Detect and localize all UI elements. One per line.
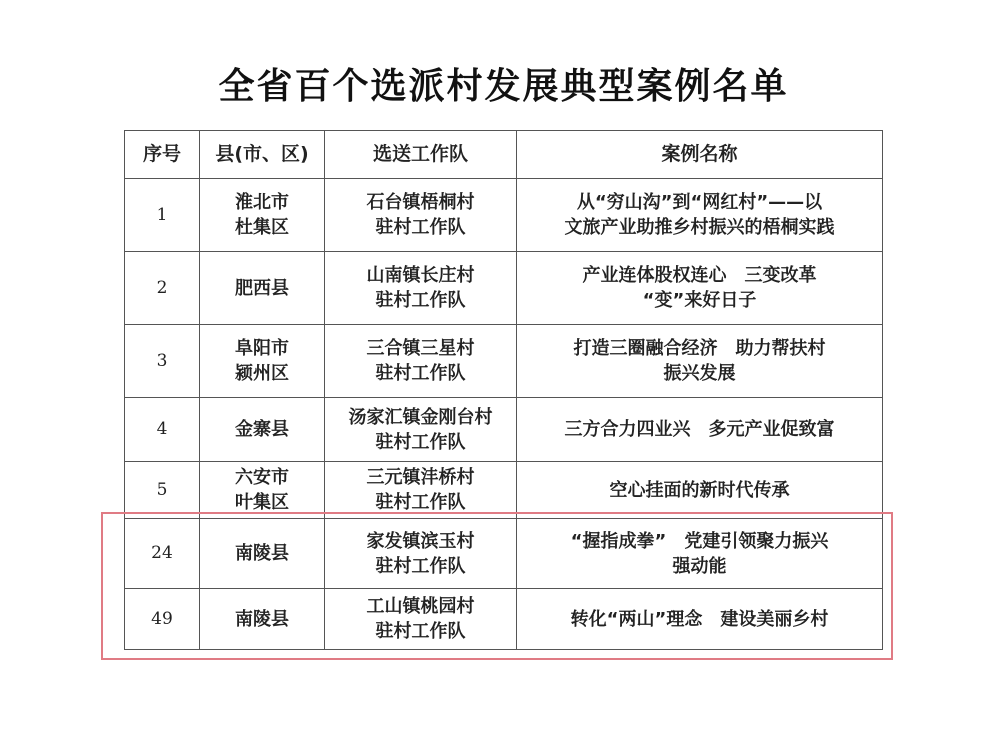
case-line: 强动能 xyxy=(672,555,727,577)
cell-team xyxy=(325,589,517,650)
team-line: 三合镇三星村 xyxy=(366,338,475,359)
team-line: 工山镇桃园村 xyxy=(366,596,475,617)
cell-county xyxy=(200,252,325,325)
cell-county xyxy=(200,325,325,398)
cell-county xyxy=(200,179,325,252)
team-line: 山南镇长庄村 xyxy=(366,265,475,286)
cell-case xyxy=(517,179,883,252)
table-row xyxy=(125,252,883,325)
cell-case xyxy=(517,325,883,398)
cell-team xyxy=(325,462,517,519)
cell-case xyxy=(517,398,883,462)
table-header-row xyxy=(125,131,883,179)
cell-county xyxy=(200,462,325,519)
cell-county xyxy=(200,398,325,462)
team-line: 驻村工作队 xyxy=(375,290,466,311)
cell-seq: 4 xyxy=(125,398,200,462)
case-line: 转化“两山”理念 建设美丽乡村 xyxy=(570,608,829,630)
team-line: 三元镇沣桥村 xyxy=(366,467,475,488)
case-line: 从“穷山沟”到“网红村”——以 xyxy=(576,192,823,213)
cell-seq: 5 xyxy=(125,462,200,519)
county-line: 南陵县 xyxy=(235,543,289,564)
case-list-table xyxy=(124,130,883,650)
cell-team xyxy=(325,179,517,252)
county-line: 阜阳市 xyxy=(235,338,289,359)
cell-seq: 1 xyxy=(125,179,200,252)
county-line: 南陵县 xyxy=(235,608,289,630)
cell-seq: 49 xyxy=(125,589,200,650)
county-line: 金寨县 xyxy=(235,419,289,440)
case-line: “握指成拳” 党建引领聚力振兴 xyxy=(570,530,829,552)
table-row xyxy=(125,519,883,589)
case-line: 打造三圈融合经济 助力帮扶村 xyxy=(573,338,826,359)
header-team: 选送工作队 xyxy=(325,131,517,179)
cell-case xyxy=(517,589,883,650)
cell-team xyxy=(325,398,517,462)
county-line: 颍州区 xyxy=(235,363,289,384)
case-line: 空心挂面的新时代传承 xyxy=(609,479,790,501)
team-line: 驻村工作队 xyxy=(375,431,466,453)
table-row xyxy=(125,398,883,462)
cell-case xyxy=(517,519,883,589)
cell-seq: 2 xyxy=(125,252,200,325)
team-line: 驻村工作队 xyxy=(375,555,466,577)
case-line: 三方合力四业兴 多元产业促致富 xyxy=(564,419,835,440)
table-row xyxy=(125,589,883,650)
case-line: 振兴发展 xyxy=(663,363,736,384)
county-line: 杜集区 xyxy=(235,217,289,238)
cell-seq: 3 xyxy=(125,325,200,398)
case-line: 产业连体股权连心 三变改革 xyxy=(582,265,817,286)
table-row xyxy=(125,325,883,398)
county-line: 淮北市 xyxy=(235,192,289,213)
team-line: 汤家汇镇金刚台村 xyxy=(348,406,493,428)
county-line: 叶集区 xyxy=(235,492,289,513)
team-line: 石台镇梧桐村 xyxy=(366,192,475,213)
cell-seq: 24 xyxy=(125,519,200,589)
page-title: 全省百个选派村发展典型案例名单 xyxy=(218,66,789,107)
cell-case xyxy=(517,252,883,325)
team-line: 驻村工作队 xyxy=(375,217,466,238)
case-line: “变”来好日子 xyxy=(642,290,757,311)
table-row xyxy=(125,179,883,252)
cell-team xyxy=(325,325,517,398)
header-county: 县(市、区) xyxy=(200,131,325,179)
team-line: 驻村工作队 xyxy=(375,492,466,513)
county-line: 肥西县 xyxy=(235,277,289,299)
case-line: 文旅产业助推乡村振兴的梧桐实践 xyxy=(564,217,835,238)
cell-team xyxy=(325,519,517,589)
cell-county xyxy=(200,519,325,589)
header-case: 案例名称 xyxy=(517,131,883,179)
cell-case xyxy=(517,462,883,519)
team-line: 驻村工作队 xyxy=(375,363,466,384)
table-row xyxy=(125,462,883,519)
team-line: 驻村工作队 xyxy=(375,621,466,642)
cell-team xyxy=(325,252,517,325)
county-line: 六安市 xyxy=(235,467,289,488)
team-line: 家发镇滨玉村 xyxy=(366,530,475,552)
header-seq: 序号 xyxy=(125,131,200,179)
cell-county xyxy=(200,589,325,650)
